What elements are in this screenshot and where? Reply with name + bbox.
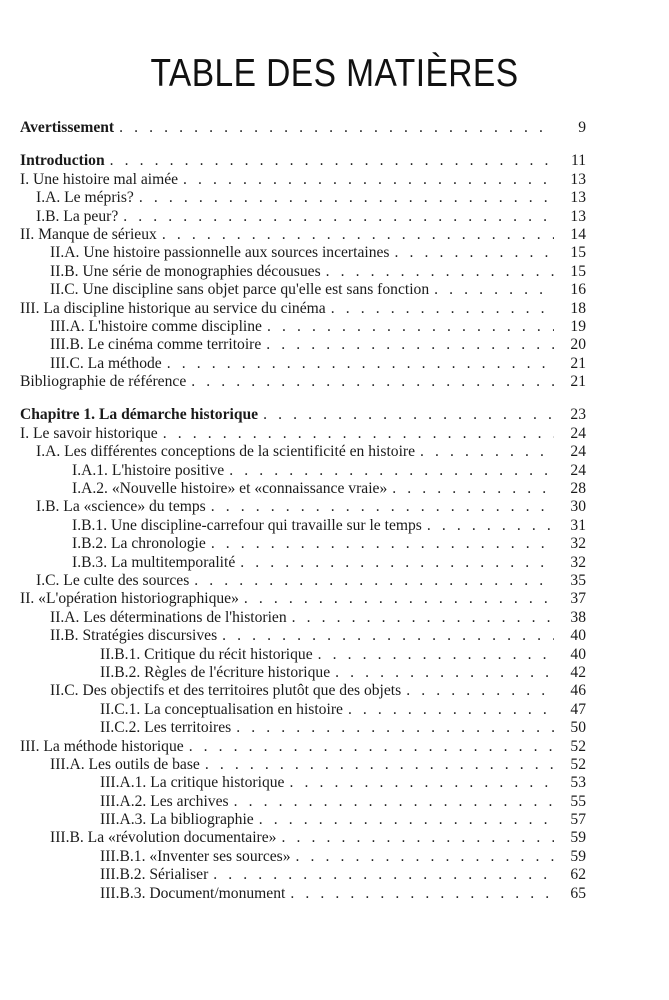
dot-leader	[211, 535, 554, 553]
toc-entry-page: 59	[570, 829, 586, 847]
toc-entry	[20, 336, 586, 354]
dot-leader	[318, 646, 554, 664]
toc-entry-label: I.A. Les différentes conceptions de la scientificité en histoire	[36, 443, 416, 461]
toc-entry	[20, 885, 586, 903]
toc-entry-label: I.B.2. La chronologie	[72, 535, 206, 553]
dot-leader	[395, 244, 555, 262]
toc-entry	[20, 572, 586, 590]
dot-leader	[236, 719, 554, 737]
toc-entry-page: 50	[570, 719, 586, 737]
toc-entry-page: 23	[570, 406, 586, 424]
dot-leader	[189, 738, 554, 756]
dot-leader	[222, 627, 554, 645]
toc-entry-page: 21	[570, 373, 586, 391]
dot-leader	[211, 498, 554, 516]
toc-entry-label: III.A. Les outils de base	[50, 755, 200, 773]
toc-entry-label: Bibliographie de référence	[20, 373, 187, 391]
toc-entry	[20, 462, 586, 480]
toc-entry-page: 59	[570, 847, 586, 865]
toc-entry-label: III.B.1. «Inventer ses sources»	[100, 847, 291, 865]
toc-entry-page: 40	[570, 645, 586, 663]
dot-leader	[290, 885, 554, 903]
page-title: TABLE DES MATIÈRES	[150, 52, 519, 95]
toc-entry	[20, 263, 586, 281]
toc-entry-page: 40	[570, 627, 586, 645]
toc-entry	[20, 738, 586, 756]
dot-leader	[281, 829, 554, 847]
toc-entry	[20, 866, 586, 884]
dot-leader	[427, 517, 554, 535]
toc-entry-page: 62	[570, 866, 586, 884]
toc-entry-avertissement	[20, 119, 586, 137]
toc-entry	[20, 646, 586, 664]
toc-entry-label: I.A. Le mépris?	[36, 189, 134, 207]
toc-entry-label: II. «L'opération historiographique»	[20, 590, 239, 608]
toc-entry-label: II.A. Les déterminations de l'historien	[50, 608, 287, 626]
toc-entry	[20, 318, 586, 336]
toc-entry-label: III.C. La méthode	[50, 354, 162, 372]
toc-entry-page: 9	[578, 119, 586, 136]
toc-entry	[20, 701, 586, 719]
toc-entry	[20, 535, 586, 553]
toc-entry	[20, 554, 586, 572]
dot-leader	[205, 756, 554, 774]
toc-entry-page: 38	[570, 608, 586, 626]
toc-entry-label: Chapitre 1. La démarche historique	[20, 406, 259, 424]
toc-entry	[20, 829, 586, 847]
toc-entry-label: I.A.2. «Nouvelle histoire» et «connaissance vraie»	[72, 480, 388, 498]
dot-leader	[296, 848, 554, 866]
dot-leader	[234, 793, 554, 811]
toc-entry-page: 24	[570, 461, 586, 479]
toc-entry	[20, 189, 586, 207]
dot-leader	[434, 281, 554, 299]
toc-entry	[20, 793, 586, 811]
toc-entry-page: 15	[570, 262, 586, 280]
toc-entry	[20, 244, 586, 262]
toc-entry-page: 11	[570, 152, 586, 170]
dot-leader	[263, 406, 554, 424]
toc-entry	[20, 498, 586, 516]
toc-entry	[20, 281, 586, 299]
toc-entry-introduction	[20, 152, 586, 170]
toc-entry	[20, 774, 586, 792]
toc-entry	[20, 480, 586, 498]
toc-entry-label: III. La méthode historique	[20, 737, 184, 755]
toc-entry	[20, 425, 586, 443]
toc-entry-page: 18	[570, 299, 586, 317]
toc-entry-label: I. Une histoire mal aimée	[20, 170, 179, 188]
toc-entry-label: II.B.1. Critique du récit historique	[100, 645, 313, 663]
toc-entry	[20, 590, 586, 608]
toc-entry-page: 24	[570, 424, 586, 442]
dot-leader	[229, 462, 554, 480]
toc-entry	[20, 443, 586, 461]
toc-entry	[20, 373, 586, 391]
dot-leader	[110, 152, 554, 170]
dot-leader	[420, 443, 554, 461]
toc-entry-label: II.C. Des objectifs et des territoires plutôt que des objets	[50, 682, 402, 700]
dot-leader	[213, 866, 554, 884]
dot-leader	[194, 572, 554, 590]
dot-leader	[167, 355, 554, 373]
toc-entry-label: I.B.3. La multitemporalité	[72, 553, 236, 571]
toc-entry-label: Avertissement	[20, 119, 115, 136]
toc-entry-label: III.B. La «révolution documentaire»	[50, 829, 277, 847]
toc-entry-label: II. Manque de sérieux	[20, 225, 157, 243]
toc-entry-label: II.B. Stratégies discursives	[50, 627, 218, 645]
dot-leader	[335, 664, 554, 682]
toc-entry-page: 19	[570, 317, 586, 335]
toc-entry-page: 13	[570, 207, 586, 225]
toc-entry	[20, 355, 586, 373]
toc-entry-page: 24	[570, 443, 586, 461]
toc-entry-label: III.B.2. Sérialiser	[100, 866, 209, 884]
dot-leader	[406, 682, 554, 700]
toc-entry-label: II.C.1. La conceptualisation en histoire	[100, 700, 343, 718]
toc-entry-page: 46	[570, 682, 586, 700]
toc-entry-label: III.B. Le cinéma comme territoire	[50, 336, 262, 354]
toc-entry-page: 32	[570, 535, 586, 553]
toc-entry	[20, 300, 586, 318]
toc-entry-label: III.A.1. La critique historique	[100, 774, 285, 792]
toc-entry	[20, 517, 586, 535]
dot-leader	[392, 480, 554, 498]
dot-leader	[139, 189, 554, 207]
dot-leader	[292, 609, 554, 627]
toc-entry-label: I.B. La peur?	[36, 207, 119, 225]
toc-entry-label: II.B. Une série de monographies décousues	[50, 262, 321, 280]
toc-entry-page: 13	[570, 170, 586, 188]
toc-entry-page: 37	[570, 590, 586, 608]
toc-entry-page: 31	[570, 516, 586, 534]
dot-leader	[119, 119, 554, 137]
toc-entry-page: 55	[570, 792, 586, 810]
toc-entry-label: I. Le savoir historique	[20, 424, 158, 442]
dot-leader	[331, 300, 554, 318]
toc-entry	[20, 756, 586, 774]
dot-leader	[163, 425, 554, 443]
dot-leader	[267, 318, 554, 336]
toc-entry-label: III.A. L'histoire comme discipline	[50, 317, 262, 335]
toc-entry-label: I.B.1. Une discipline-carrefour qui travaille sur le temps	[72, 516, 422, 534]
toc-entry	[20, 811, 586, 829]
toc-entry-label: III.A.3. La bibliographie	[100, 811, 254, 829]
toc-entry-page: 14	[570, 225, 586, 243]
toc-entry-page: 52	[570, 737, 586, 755]
toc-entry-page: 52	[570, 755, 586, 773]
toc-entry-page: 53	[570, 774, 586, 792]
dot-leader	[289, 774, 554, 792]
toc-entry-page: 20	[570, 336, 586, 354]
toc-entry-page: 57	[570, 811, 586, 829]
dot-leader	[183, 171, 554, 189]
toc-entry	[20, 664, 586, 682]
toc-entry	[20, 848, 586, 866]
toc-entry	[20, 682, 586, 700]
toc-entry-page: 13	[570, 189, 586, 207]
toc-entry-page: 28	[570, 480, 586, 498]
toc-entry	[20, 627, 586, 645]
dot-leader	[259, 811, 554, 829]
toc-entry-label: III.B.3. Document/monument	[100, 884, 286, 902]
toc-entry-label: III. La discipline historique au service du cinéma	[20, 299, 326, 317]
toc-entry-label: III.A.2. Les archives	[100, 792, 229, 810]
toc-entry-label: I.A.1. L'histoire positive	[72, 461, 225, 479]
toc-entry	[20, 171, 586, 189]
toc-entry-page: 65	[570, 884, 586, 902]
toc-entry-label: II.A. Une histoire passionnelle aux sources incertaines	[50, 244, 390, 262]
toc-entry	[20, 719, 586, 737]
dot-leader	[266, 336, 554, 354]
dot-leader	[244, 590, 554, 608]
toc-entry	[20, 226, 586, 244]
dot-leader	[162, 226, 554, 244]
toc-entry-page: 16	[570, 281, 586, 299]
toc-entry-page: 47	[570, 700, 586, 718]
toc-entry-page: 35	[570, 571, 586, 589]
toc-entry-label: II.B.2. Règles de l'écriture historique	[100, 663, 331, 681]
toc-entry	[20, 208, 586, 226]
toc-entry-page: 30	[570, 498, 586, 516]
toc-entry-label: I.C. Le culte des sources	[36, 571, 190, 589]
toc-entry-label: Introduction	[20, 152, 105, 170]
dot-leader	[348, 701, 554, 719]
dot-leader	[123, 208, 554, 226]
toc-entry-page: 42	[570, 663, 586, 681]
toc-entry	[20, 609, 586, 627]
toc-entry-page: 32	[570, 553, 586, 571]
dot-leader	[326, 263, 554, 281]
toc-entry-page: 15	[570, 244, 586, 262]
toc-entry-page: 21	[570, 354, 586, 372]
dot-leader	[240, 554, 554, 572]
dot-leader	[191, 373, 554, 391]
toc-entry-chapter-1	[20, 406, 586, 424]
toc-entry-label: II.C.2. Les territoires	[100, 719, 232, 737]
table-of-contents	[20, 119, 586, 903]
toc-entry-label: I.B. La «science» du temps	[36, 498, 206, 516]
toc-entry-label: II.C. Une discipline sans objet parce qu'elle est sans fonction	[50, 281, 430, 299]
